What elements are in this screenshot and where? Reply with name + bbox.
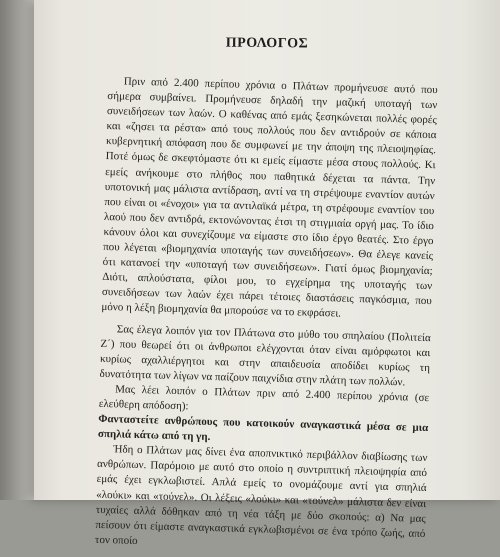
book-page: [34, 0, 500, 547]
paragraph-4: Ήδη ο Πλάτων μας δίνει ένα αποπνικτικό περιβάλλον διαβίωσης των ανθρώπων. Παρόμοιο με αυτό στο οποίο η συντριπτική πλειοψηφία από εμάς έχει εγκλωβιστεί. Απλά εμείς το ονομάζουμε αντί για σπηλιά «λούκι» και «τούνελ». Οι λέξεις «λούκι» και «τούνελ» μάλιστα δεν είναι τυχαίες αλλά δόθηκαν από τη νέα τάξη με δύο σκοπούς: α) Να μας πείσουν ότι είμαστε αναγκαστικά εγκλωβισμένοι σε ένα τρόπο ζωής, από τον οποίο: [94, 443, 428, 547]
page-title: ΠΡΟΛΟΓΟΣ: [225, 35, 309, 52]
paragraph-1: Πριν από 2.400 περίπου χρόνια ο Πλάτων προμήνευσε αυτό που σήμερα συμβαίνει. Προμήνευσε δηλαδή την μαζική υποταγή των συνειδήσεων των λαών. Ο καθένας από εμάς ξεσηκώνεται πολλές φορές και «ζησει τα ρέστα» από τους πολλούς που δεν αντιδρούν σε κάποια κυβερνητική απόφαση που δε συμφωνεί με την άποψη της πλειοψηφίας. Ποτέ όμως δε σκεφτόμαστε ότι κι εμείς είμαστε μέσα στους πολλούς. Κι εμείς ανήκουμε στο πλήθος που παθητικά δέχεται τα πάντα. Την υποτονική μας μάλιστα αντίδραση, αντί να τη στρέψουμε εναντίον αυτών που είναι οι «ένοχοι» για τα αντιλαϊκά μέτρα, τη στρέφουμε εναντίον του λαού που δεν αντιδρά, εκτονώνοντας έτσι τη στιγμιαία οργή μας. Το ίδιο κάνουν όλοι και συνεχίζουμε να είμαστε στο ίδιο έργο θεατές. Στο έργο που λέγεται «βιομηχανία υποταγής των συνειδήσεων». Θα έλεγε κανείς ότι κατανοεί την «υποταγή των συνειδήσεων». Γιατί όμως βιομηχανία; Διότι, απλούστατα, φίλοι μου, το εγχείρημα της υποταγής των συνειδήσεων των λαών έχει πάρει τέτοιες διαστάσεις παγκόσμια, που μόνο η λέξη βιομηχανία θα μπορούσε να το εκφράσει.: [101, 75, 438, 321]
book-spine-shadow: [0, 0, 34, 500]
body-text: [95, 74, 438, 557]
paragraph-3: Μας λέει λοιπόν ο Πλάτων πριν από 2.400 περίπου χρόνια (σε ελεύθερη απόδοση):: [98, 383, 430, 413]
bold-quote: Φανταστείτε ανθρώπους που κατοικούν αναγκαστικά μέσα σε μια σπηλιά κάτω από τη γη.: [97, 412, 429, 444]
paragraph-2: Σας έλεγα λοιπόν για τον Πλάτωνα στο μύθο του σπηλαίου (Πολιτεία Ζ΄) που θεωρεί ότι οι άνθρωποι ελέγχονται όταν είναι αμόρφωτοι και κυρίως αχαλλιέργητοι και στην απαιδευσία αποδίδει κυρίως τη δυνατότητα των λίγων να παίζουν παιχνίδια στην πλάτη των πολλών.: [99, 322, 431, 389]
